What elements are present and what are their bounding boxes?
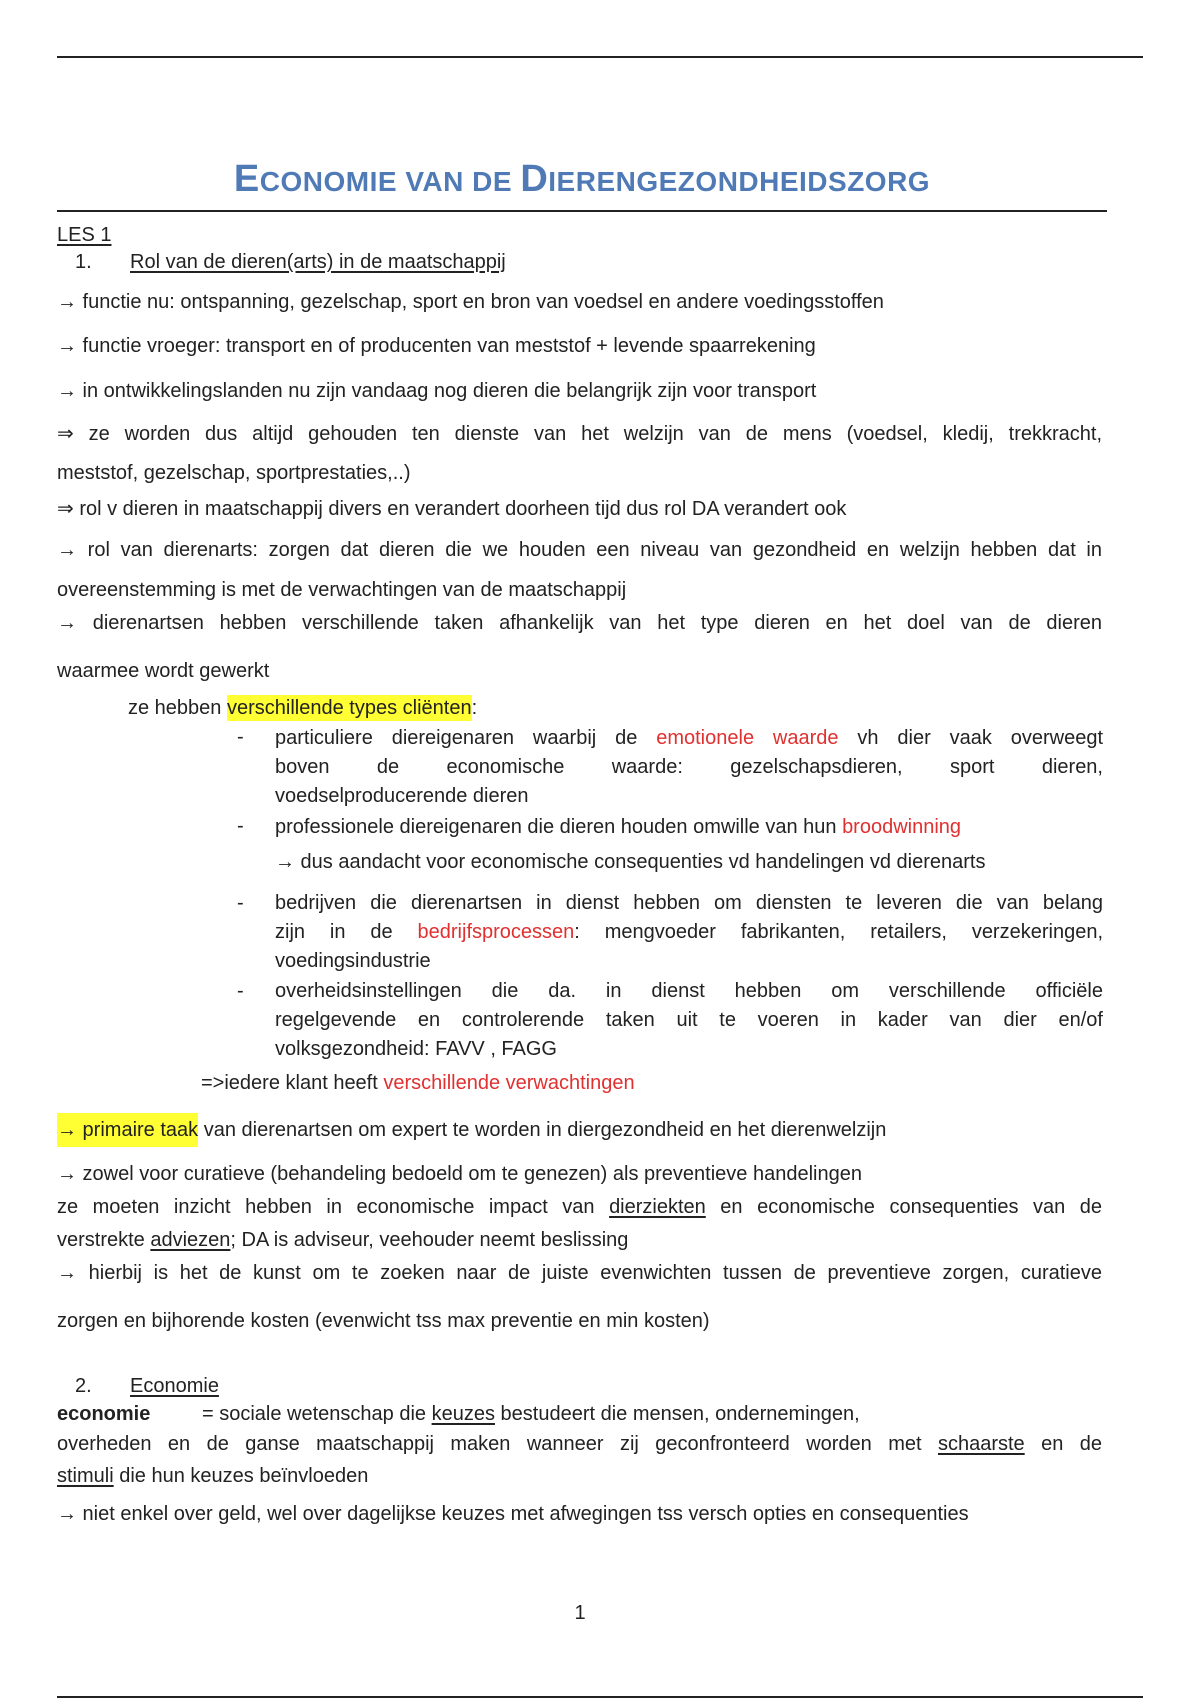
line-balance-2: zorgen en bijhorende kosten (evenwicht tss max preventie en min kosten) bbox=[57, 1310, 710, 1332]
bullet-2-sub: → dus aandacht voor economische consequenties vd handelingen vd dierenarts bbox=[275, 851, 986, 873]
line-welfare-2: meststof, gezelschap, sportprestaties,..) bbox=[57, 462, 411, 484]
bullet-4-dash: - bbox=[237, 980, 244, 1002]
conclusion-line: =>iedere klant heeft verschillende verwachtingen bbox=[201, 1072, 635, 1094]
line-role-changes: ⇒ rol v dieren in maatschappij divers en verandert doorheen tijd dus rol DA verandert ook bbox=[57, 498, 847, 520]
page-number: 1 bbox=[574, 1602, 586, 1624]
section-2-number: 2. bbox=[75, 1375, 92, 1397]
bullet-2-dash: - bbox=[237, 815, 244, 837]
line-economics-2: overheden en de ganse maatschappij maken wanneer zij geconfronteerd worden met schaarste en de bbox=[57, 1433, 1102, 1455]
section-2-title: Economie bbox=[130, 1375, 219, 1397]
document-title: ECONOMIE VAN DE DIERENGEZONDHEIDSZORG bbox=[233, 158, 931, 200]
scarcity: schaarste bbox=[937, 1433, 1025, 1455]
line-primary-task: → primaire taak van dierenartsen om expert te worden in diergezondheid en het dierenwelzijn bbox=[57, 1115, 1102, 1145]
line-vet-role-2: overeenstemming is met de verwachtingen van de maatschappij bbox=[57, 579, 627, 601]
economics-definition: economie = sociale wetenschap die keuzes bestudeert die mensen, ondernemingen, bbox=[57, 1403, 860, 1425]
bullet-government: overheidsinstellingen die da. in dienst hebben om verschillende officiële regelgevende en controlerende taken uit te voeren in kader van dier en/of volksgezondheid: FAVV , FAGG bbox=[275, 980, 1103, 1060]
livelihood: broodwinning bbox=[842, 816, 962, 838]
line-function-past: → functie vroeger: transport en of producenten van meststof + levende spaarrekening bbox=[57, 335, 816, 357]
lesson-heading: LES 1 bbox=[57, 224, 112, 246]
emotional-value: emotionele waarde bbox=[656, 727, 839, 749]
advice: adviezen bbox=[150, 1229, 231, 1251]
line-economics-note: → niet enkel over geld, wel over dagelijkse keuzes met afwegingen tss versch opties en consequenties bbox=[57, 1503, 969, 1525]
section-1-title: Rol van de dieren(arts) in de maatschappij bbox=[130, 251, 506, 273]
line-economics-3: stimuli die hun keuzes beïnvloeden bbox=[57, 1465, 369, 1487]
clients-intro: ze hebben verschillende types cliënten: bbox=[128, 697, 478, 719]
line-function-now: → functie nu: ontspanning, gezelschap, sport en bron van voedsel en andere voedingsstoffen bbox=[57, 291, 884, 313]
top-rule bbox=[57, 56, 1143, 58]
business-processes: bedrijfsprocessen bbox=[417, 921, 575, 943]
clients-highlight: verschillende types cliënten bbox=[226, 697, 472, 719]
choices: keuzes bbox=[431, 1403, 495, 1425]
line-vet-role-1: → rol van dierenarts: zorgen dat dieren die we houden een niveau van gezondheid en welzijn hebben dat in bbox=[57, 539, 1102, 561]
primary-task-highlight: → primaire taak bbox=[57, 1113, 198, 1147]
bullet-companies: bedrijven die dierenartsen in dienst hebben om diensten te leveren die van belang zijn in de bedrijfsprocessen: mengvoeder fabrikanten, retailers, verzekeringen, voedingsindustrie bbox=[275, 892, 1103, 972]
bullet-private-owners: particuliere diereigenaren waarbij de emotionele waarde vh dier vaak overweegt boven de economische waarde: gezelschapsdieren, sport dieren, voedselproducerende dieren bbox=[275, 727, 1103, 807]
economics-term: economie bbox=[57, 1403, 151, 1425]
title-underline bbox=[57, 210, 1107, 212]
line-vet-tasks-2: waarmee wordt gewerkt bbox=[57, 660, 270, 682]
different-expectations: verschillende verwachtingen bbox=[383, 1072, 635, 1094]
line-insight-2: verstrekte adviezen; DA is adviseur, veehouder neemt beslissing bbox=[57, 1229, 629, 1251]
section-2-heading bbox=[75, 1375, 219, 1398]
line-welfare-1: ⇒ ze worden dus altijd gehouden ten dienste van het welzijn van de mens (voedsel, kledij, trekkracht, bbox=[57, 423, 1102, 445]
bullet-professional-owners: professionele diereigenaren die dieren houden omwille van hun broodwinning bbox=[275, 816, 962, 838]
line-developing-countries: → in ontwikkelingslanden nu zijn vandaag nog dieren die belangrijk zijn voor transport bbox=[57, 380, 817, 402]
bullet-1-dash: - bbox=[237, 726, 244, 748]
line-balance-1: → hierbij is het de kunst om te zoeken naar de juiste evenwichten tussen de preventieve zorgen, curatieve bbox=[57, 1262, 1102, 1284]
line-insight-1: ze moeten inzicht hebben in economische impact van dierziekten en economische consequenties van de bbox=[57, 1196, 1102, 1218]
line-vet-tasks-1: → dierenartsen hebben verschillende taken afhankelijk van het type dieren en het doel van de dieren bbox=[57, 612, 1102, 634]
line-curative: → zowel voor curatieve (behandeling bedoeld om te genezen) als preventieve handelingen bbox=[57, 1163, 862, 1185]
section-1-heading bbox=[75, 251, 506, 274]
section-1-number: 1. bbox=[75, 251, 92, 273]
stimuli: stimuli bbox=[57, 1465, 114, 1487]
animal-diseases: dierziekten bbox=[609, 1196, 706, 1218]
bottom-rule bbox=[57, 1696, 1143, 1698]
bullet-3-dash: - bbox=[237, 892, 244, 914]
